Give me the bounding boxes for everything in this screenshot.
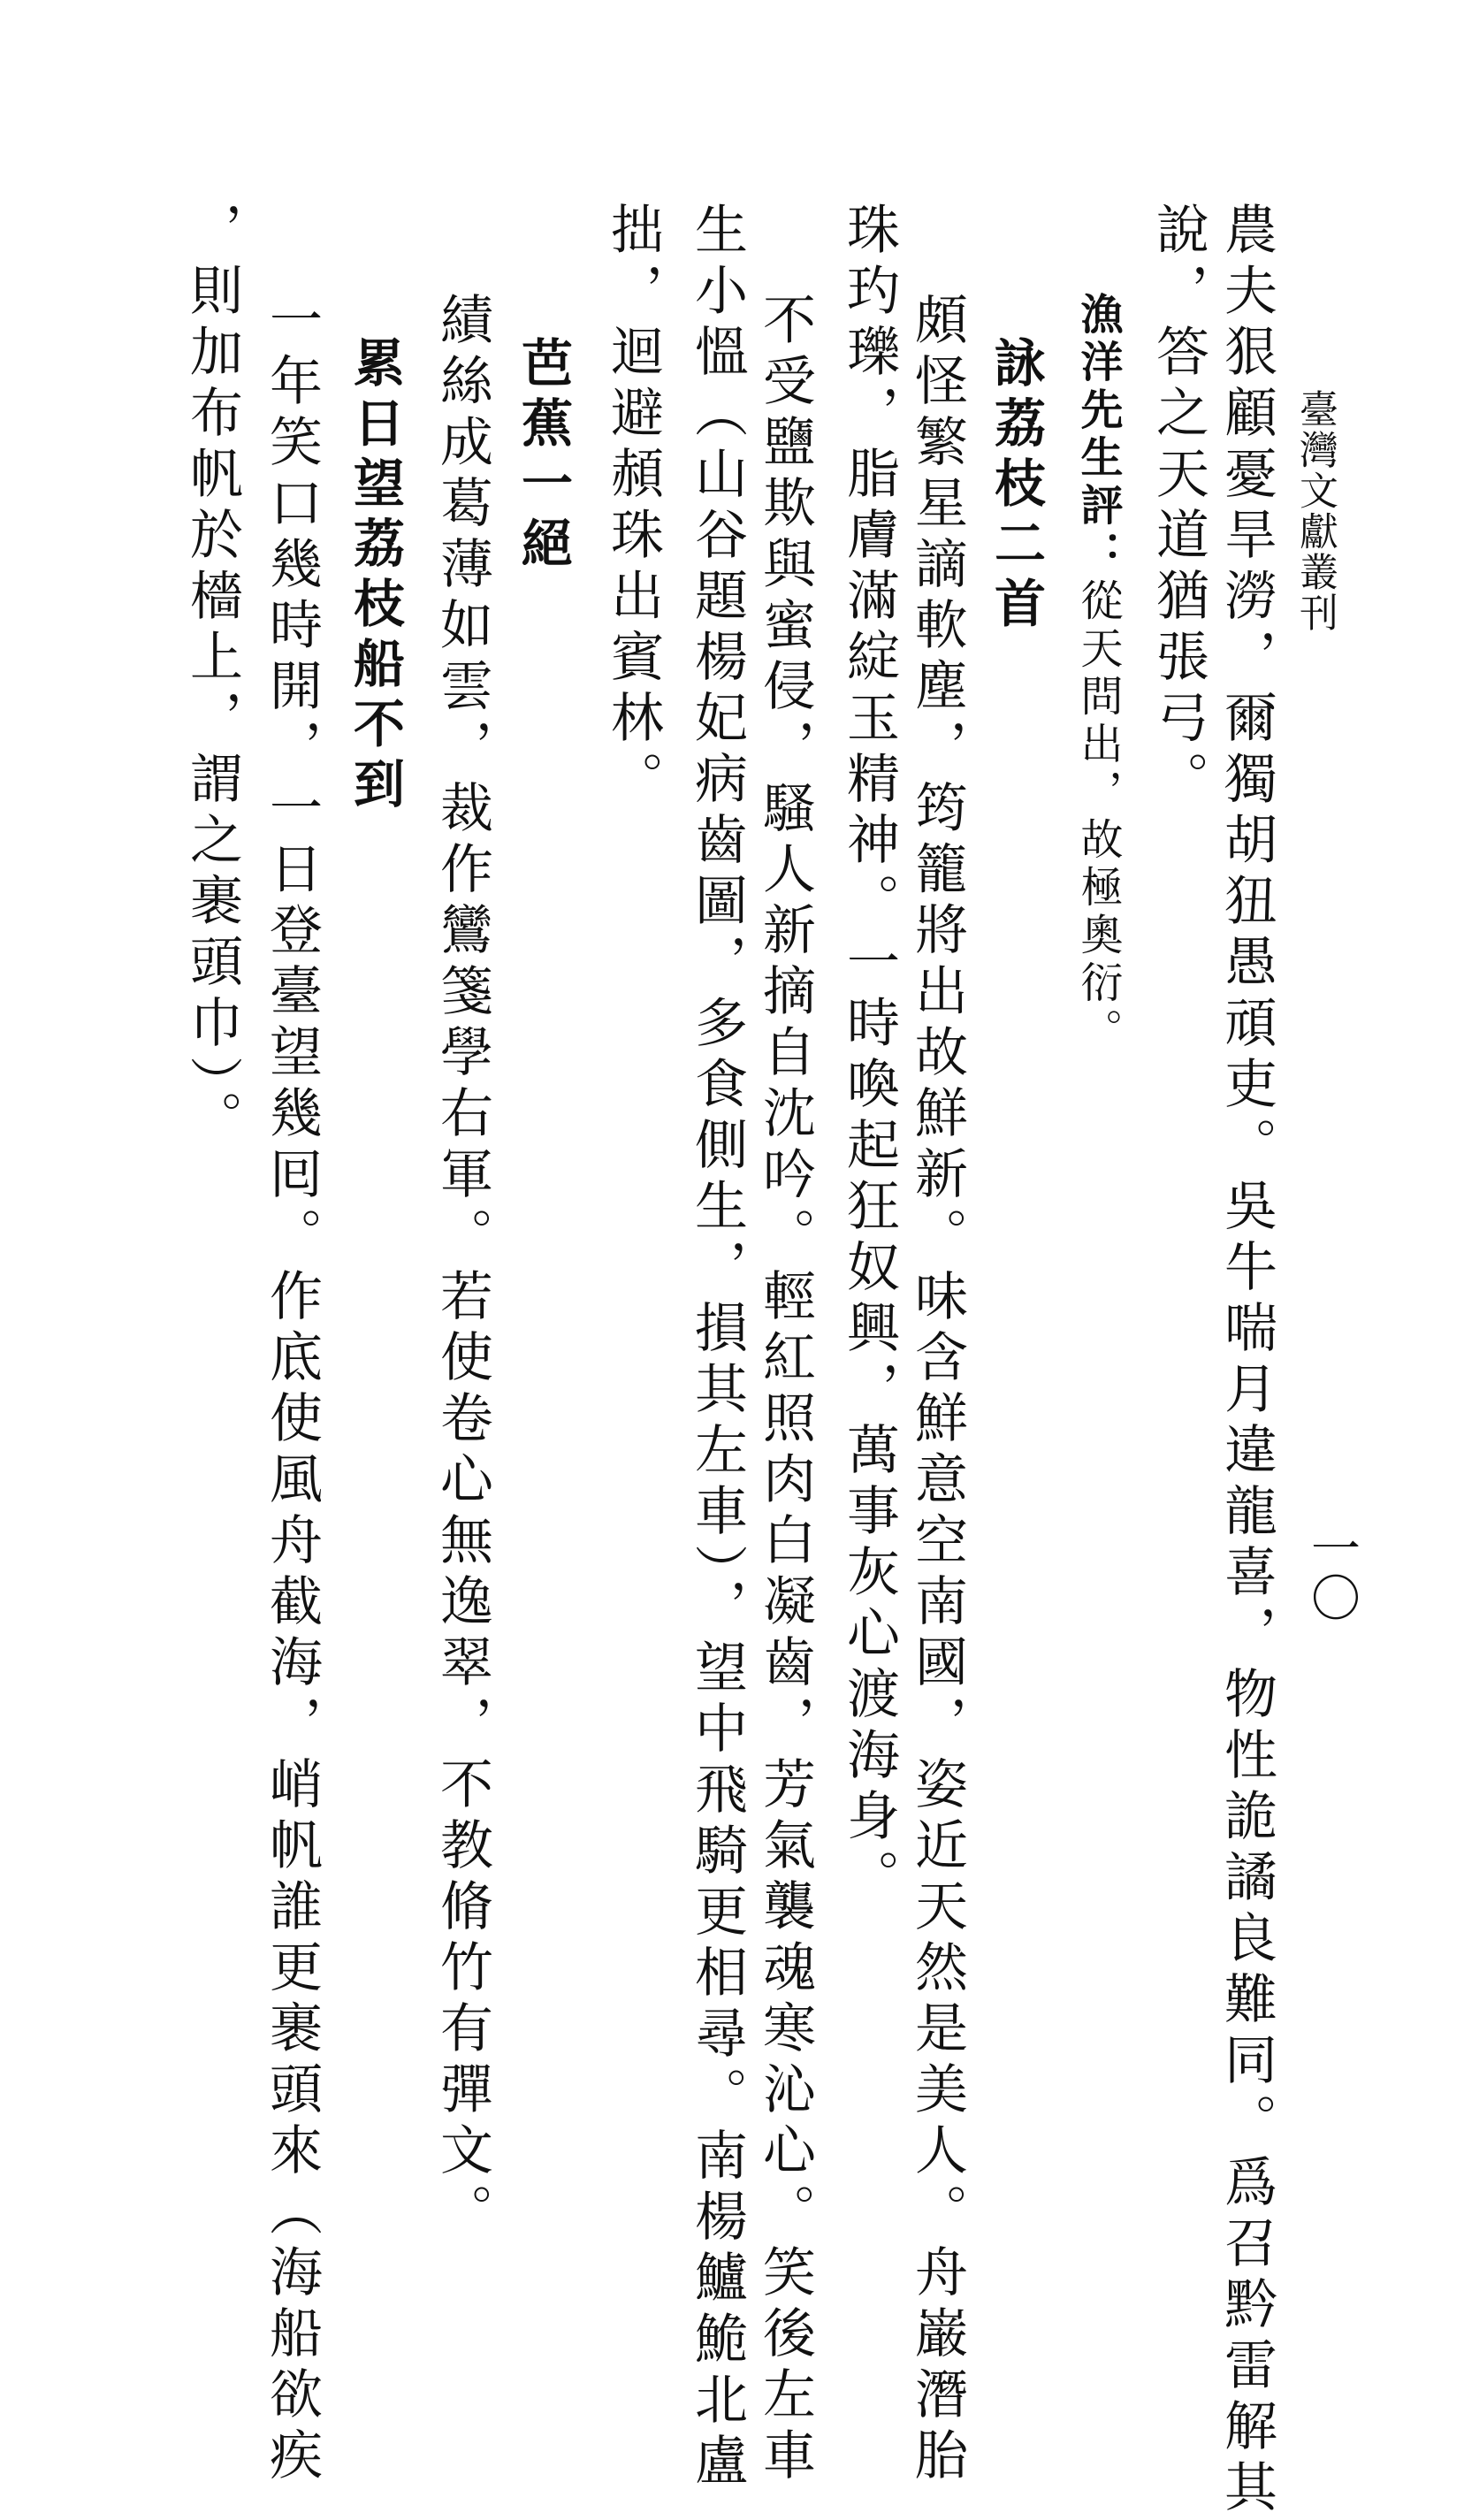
body-column-13: 一年笑口幾時開，一日登臺望幾囘。作底使風舟截海，峭帆誰更裹頭來（海船欲疾 — [261, 292, 323, 2488]
body-column-8: 生小慍（山谷題楊妃病齒圖，多食側生，損其左車），望中飛騎更相尋。南楊鱸鮠北盧 — [686, 202, 748, 2493]
body-column-11: 績絲成葛薄如雲，裁作鸞箋學右軍。若使卷心無逸翠，不教脩竹有彈文。 — [431, 292, 493, 2244]
body-column-7: 不受鹽欺與蜜侵，騷人新摘自沈吟。輕紅照肉白凝齒，芳氣襲魂寒沁心。笑後左車 — [754, 292, 816, 2488]
running-title: 臺灣文獻叢刊 — [1292, 389, 1338, 633]
commentary-lead: 漁洋先生評： — [1073, 292, 1123, 578]
body-column-5: 頗怪繁星謫軟塵，筠籠將出故鮮新。味含鮮意空南國，姿近天然是美人。舟巌潛胎 — [906, 292, 968, 2488]
body-column-6: 珠玓瓅，脂膚滿綻玉精神。一時喚起狂奴興，萬事灰心渡海身。 — [838, 202, 900, 1910]
body-column-1: 農夫狠顧憂旱澇，爾獨胡狃愚頑吏。吳牛喘月違龍喜，物性詭譎良難同。爲召黔雷解其 — [1216, 202, 1277, 2520]
commentary-text: 從天問出，故極奧衍。 — [1073, 578, 1123, 1056]
poem-title-lychee: 詠荔枝二首 — [986, 336, 1046, 637]
body-column-2: 說，答之天道猶張弓。 — [1148, 202, 1209, 812]
commentary-column — [1073, 292, 1123, 1056]
body-column-9: 拙，迴避頳珠出賓林。 — [602, 202, 664, 812]
body-column-14: ，則加布帆於檣上，謂之裹頭巾）。 — [181, 202, 243, 1151]
page-number: 一〇 — [1303, 1523, 1361, 1622]
poem-title-banana: 芭蕉一絕 — [513, 336, 573, 577]
poem-title-awaiting-ship: 累日望荔枝船不到 — [345, 336, 405, 817]
